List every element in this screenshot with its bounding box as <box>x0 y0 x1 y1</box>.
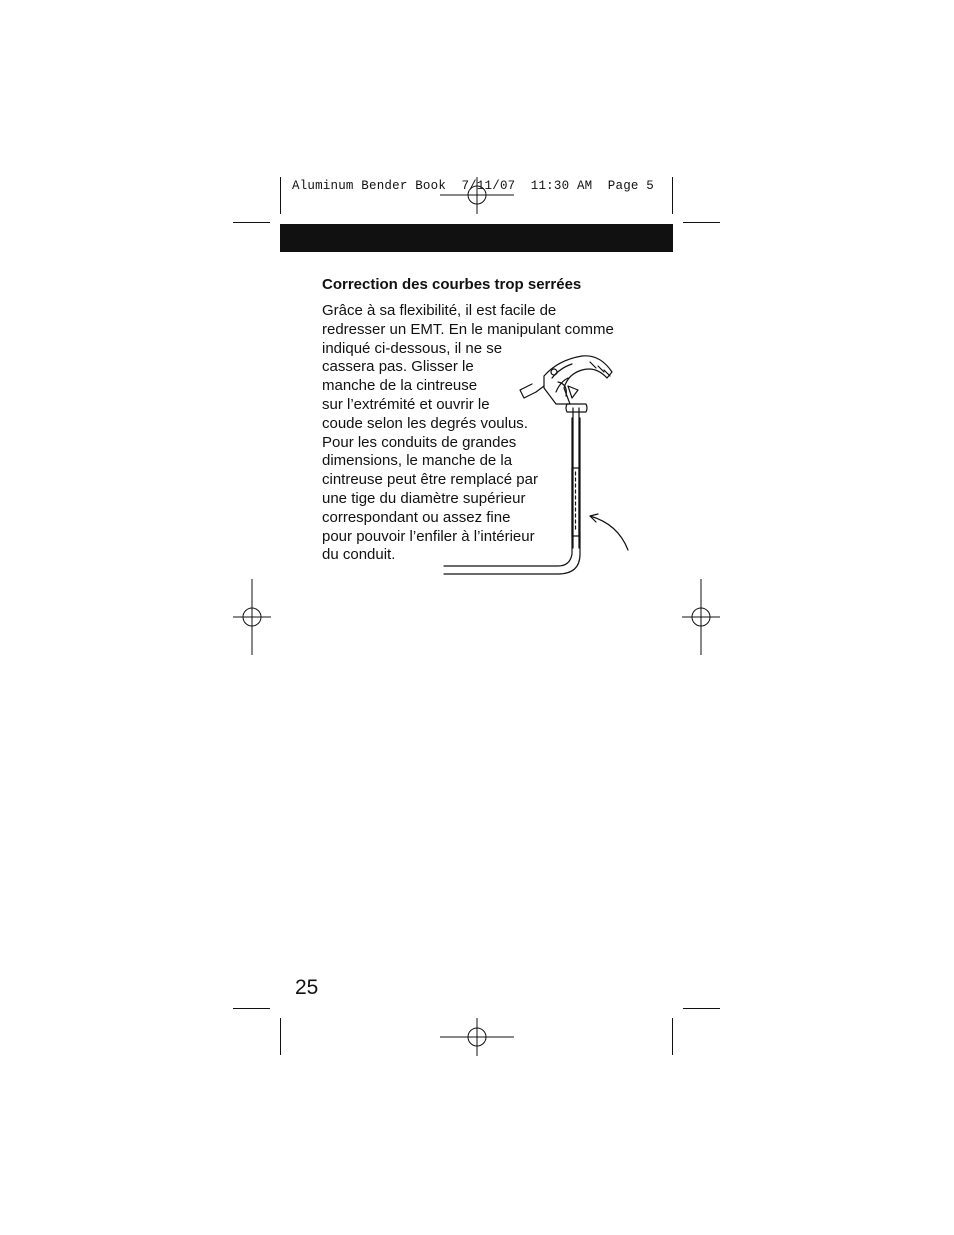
slug-page: Page 5 <box>607 179 655 193</box>
registration-mark-top <box>440 177 514 215</box>
crop-mark <box>233 1008 270 1009</box>
body-line: coude selon les degrés voulus. <box>322 414 528 432</box>
body-line: Pour les conduits de grandes <box>322 433 517 451</box>
crop-mark <box>683 1008 720 1009</box>
body-line: sur l’extrémité et ouvrir le <box>322 395 490 413</box>
registration-mark-right <box>682 579 720 655</box>
body-line: dimensions, le manche de la <box>322 452 513 470</box>
registration-mark-bottom <box>440 1018 514 1056</box>
crop-mark <box>683 222 720 223</box>
body-line: redresser un EMT. En le manipulant comme <box>322 320 614 338</box>
body-line: Grâce à sa flexibilité, il est facile de <box>322 302 557 319</box>
header-bar <box>280 224 673 252</box>
body-line: manche de la cintreuse <box>322 377 478 395</box>
body-line: une tige du diamètre supérieur <box>322 489 526 507</box>
crop-mark <box>672 1018 673 1055</box>
crop-mark <box>280 1018 281 1055</box>
body-line: cassera pas. Glisser le <box>322 358 474 376</box>
body-line: correspondant ou assez fine <box>322 508 511 526</box>
crop-mark <box>280 177 281 214</box>
slug-date: 7/11/07 <box>461 179 516 193</box>
section-heading: Correction des courbes trop serrées <box>322 276 582 293</box>
slug-title: Aluminum Bender Book <box>292 179 447 193</box>
registration-mark-left <box>233 579 271 655</box>
crop-mark <box>233 222 270 223</box>
body-line: cintreuse peut être remplacé par <box>322 471 538 489</box>
crop-mark <box>672 177 673 214</box>
slug-time: 11:30 AM <box>530 179 593 193</box>
body-line: du conduit. <box>322 546 396 564</box>
body-line: pour pouvoir l’enfiler à l’intérieur <box>322 527 535 545</box>
bender-on-conduit-illustration <box>440 348 640 580</box>
page-number: 25 <box>295 976 319 999</box>
body-line: indiqué ci-dessous, il ne se <box>322 339 503 357</box>
